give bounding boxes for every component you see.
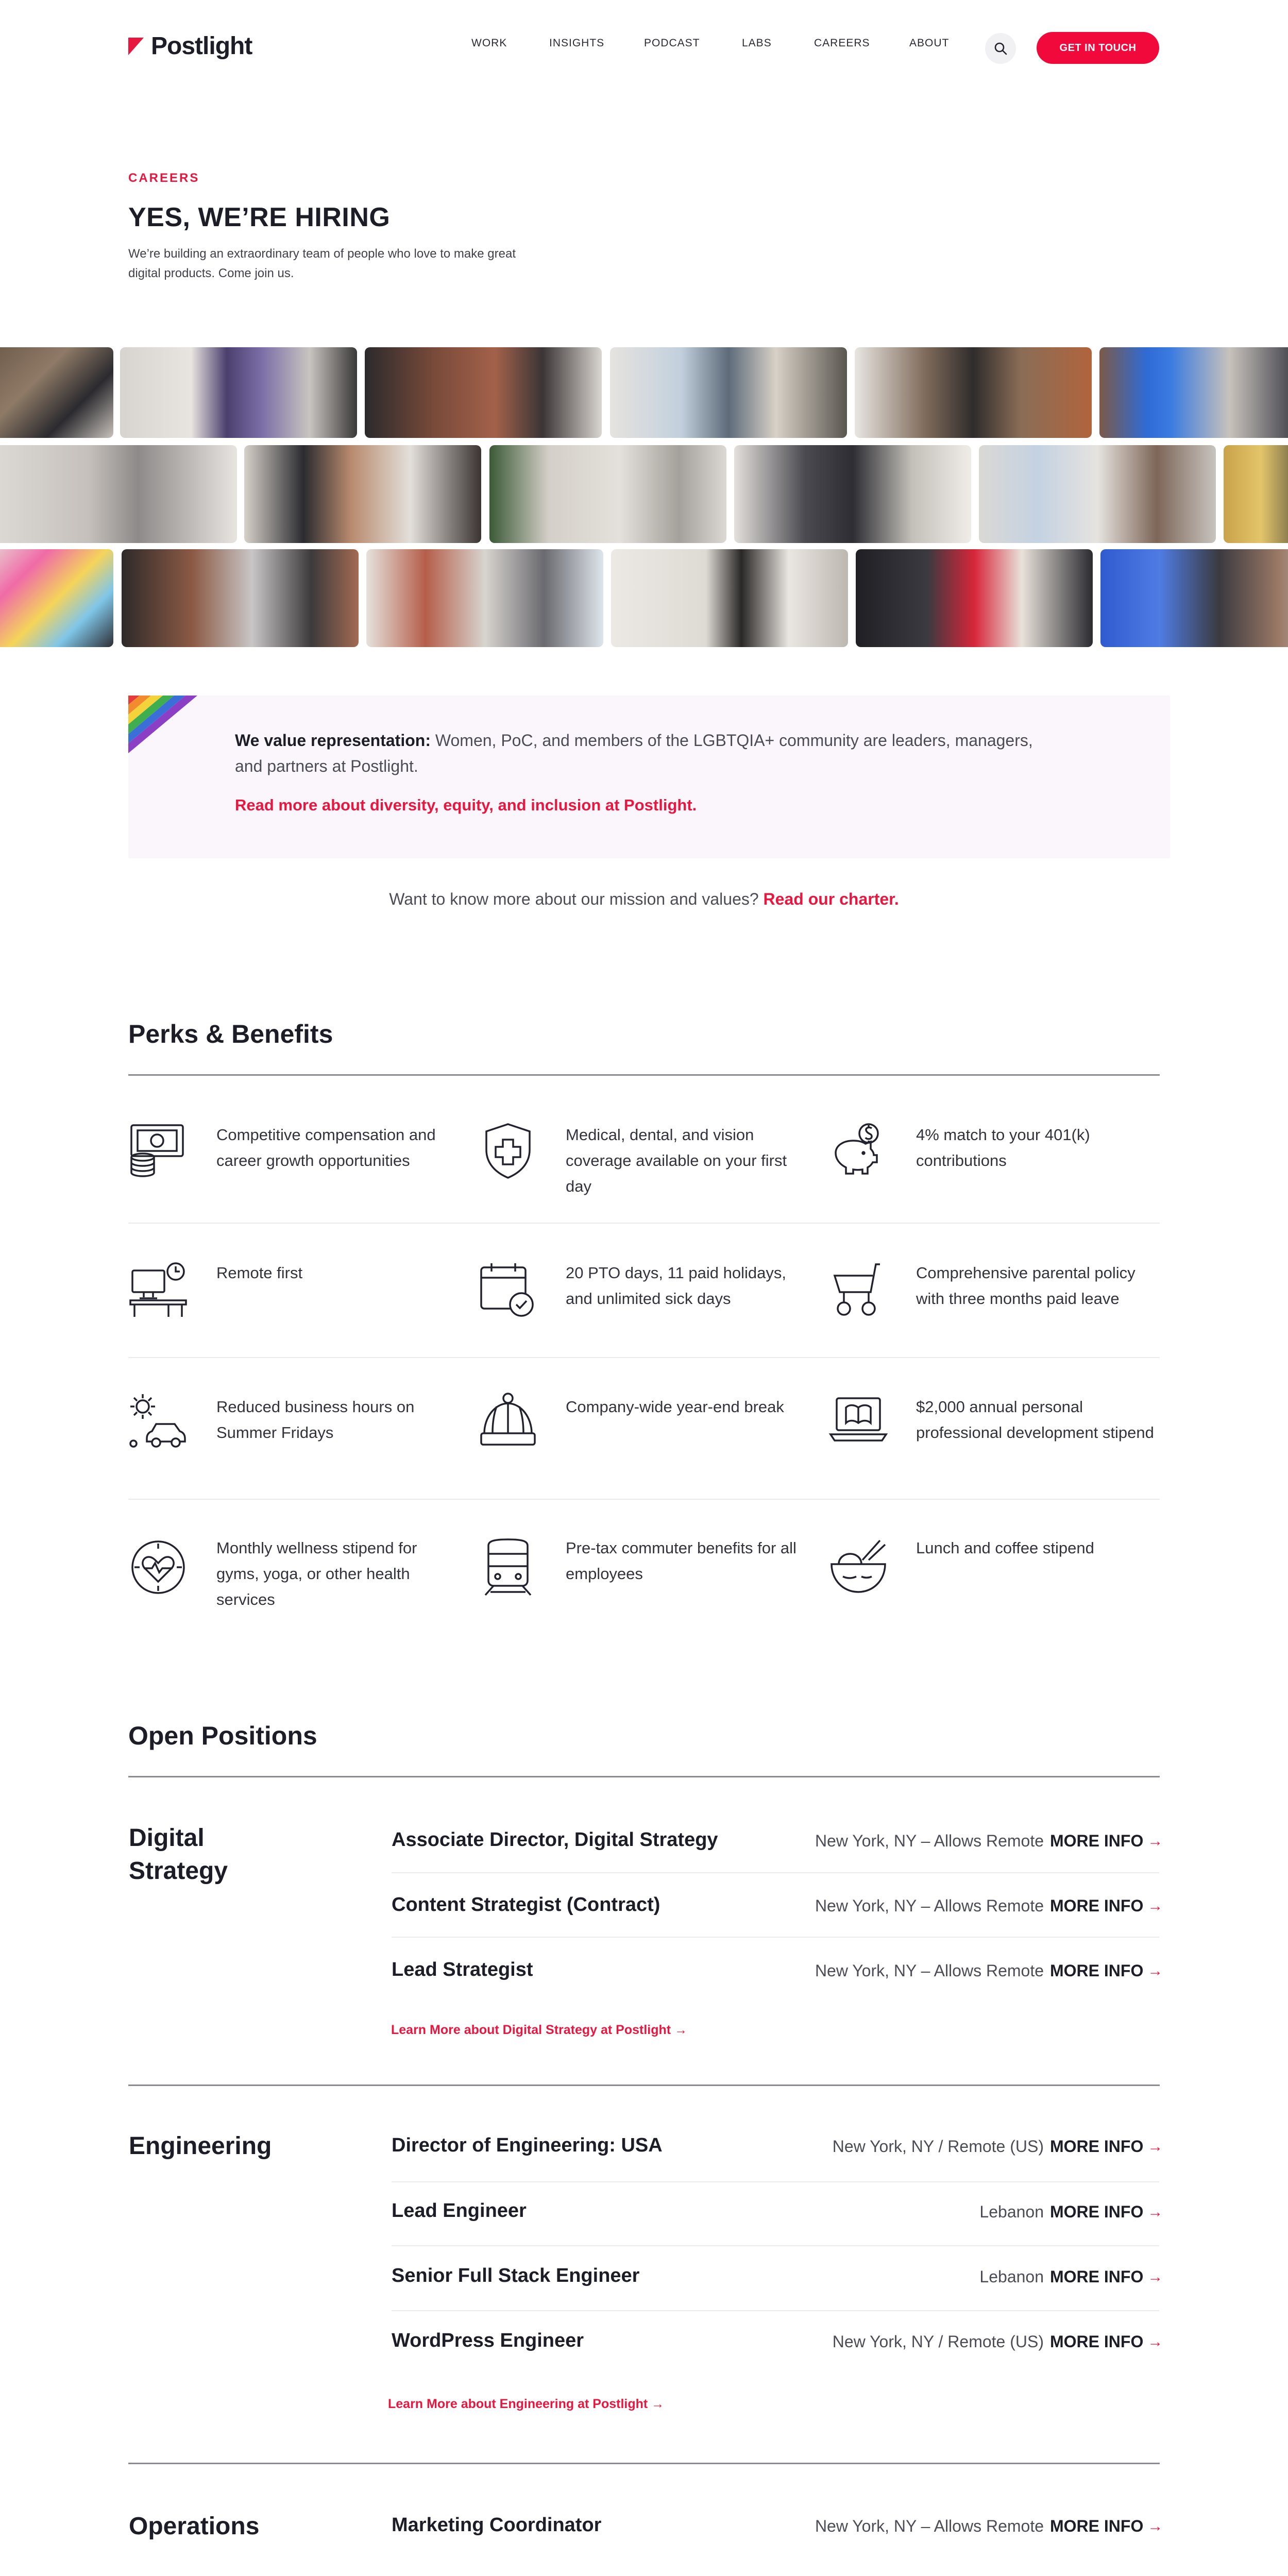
office-photo (855, 347, 1092, 438)
office-photo (611, 549, 848, 647)
job-divider (392, 2310, 1159, 2311)
office-photo (0, 347, 113, 438)
representation-lead: We value representation: (235, 731, 431, 750)
rainbow-flag-icon (128, 696, 197, 753)
job-location: Lebanon (979, 2267, 1044, 2286)
job-location: New York, NY – Allows Remote (815, 1896, 1044, 1915)
laptop-book-icon (828, 1391, 888, 1451)
beanie-hat-icon (478, 1391, 538, 1451)
job-location: New York, NY – Allows Remote (815, 1961, 1044, 1980)
dept-digital-strategy: Digital Strategy (129, 1824, 228, 1885)
learn-more-link[interactable]: Learn More about Digital Strategy at Postlight → (391, 2023, 688, 2037)
job-title[interactable]: Associate Director, Digital Strategy (392, 1829, 718, 1851)
more-info-label: MORE INFO (1050, 2202, 1144, 2221)
perk-text: Competitive compensation and career growth opportunities (216, 1126, 436, 1170)
more-info-label: MORE INFO (1050, 2137, 1144, 2156)
arrow-right-icon: → (1147, 1962, 1163, 1979)
more-info-link[interactable] (1050, 2267, 1163, 2286)
office-photo (979, 445, 1216, 543)
nav-podcast[interactable]: PODCAST (644, 37, 700, 49)
nav-careers[interactable]: CAREERS (814, 37, 870, 49)
job-location: New York, NY / Remote (US) (832, 2332, 1044, 2351)
perk-text: Company-wide year-end break (566, 1398, 784, 1416)
dept-operations: Operations (129, 2513, 260, 2540)
job-divider (392, 1937, 1159, 1938)
nav-labs[interactable]: LABS (742, 37, 772, 49)
office-photo (856, 549, 1093, 647)
perk-text: Comprehensive parental policy with three months paid leave (916, 1264, 1136, 1308)
more-info-label: MORE INFO (1050, 1832, 1144, 1850)
learn-more-label: Learn More about Digital Strategy at Postlight (391, 2023, 671, 2037)
job-title[interactable]: Marketing Coordinator (392, 2514, 602, 2536)
dept-engineering: Engineering (129, 2132, 272, 2160)
more-info-link[interactable] (1050, 2517, 1163, 2536)
perk-text: Monthly wellness stipend for gyms, yoga, or other health services (216, 1539, 417, 1608)
arrow-right-icon: → (1147, 2203, 1163, 2221)
job-divider (392, 1872, 1159, 1873)
representation-text (235, 727, 1059, 779)
search-button[interactable] (985, 33, 1016, 64)
representation-body: Women, PoC, and members of the LGBTQIA+ community are leaders, managers, and partners at Postlight. (235, 731, 1033, 775)
perk-text: 4% match to your 401(k) contributions (916, 1126, 1090, 1170)
arrow-right-icon: → (1147, 2517, 1163, 2535)
perk-text: 20 PTO days, 11 paid holidays, and unlimited sick days (566, 1264, 786, 1308)
arrow-right-icon: → (1147, 1832, 1163, 1850)
perks-row-divider (128, 1499, 1160, 1500)
get-in-touch-button[interactable]: GET IN TOUCH (1037, 32, 1159, 64)
page-eyebrow: CAREERS (128, 171, 200, 185)
more-info-link[interactable] (1050, 2137, 1163, 2156)
logo-text: Postlight (151, 32, 252, 60)
job-location: New York, NY – Allows Remote (815, 1832, 1044, 1850)
nav-insights[interactable]: INSIGHTS (549, 37, 605, 49)
charter-text: Want to know more about our mission and values? (389, 890, 764, 908)
nav-work[interactable]: WORK (471, 37, 507, 49)
job-divider (392, 2181, 1159, 2182)
job-location: New York, NY / Remote (US) (832, 2137, 1044, 2156)
stroller-icon (828, 1260, 888, 1320)
more-info-label: MORE INFO (1050, 1896, 1144, 1915)
office-photo (120, 347, 357, 438)
office-photo (0, 445, 237, 543)
dei-link[interactable]: Read more about diversity, equity, and inclusion at Postlight. (235, 796, 697, 814)
medical-shield-icon (478, 1121, 538, 1181)
job-title[interactable]: Lead Strategist (392, 1959, 533, 1980)
train-icon (478, 1537, 538, 1597)
job-location: Lebanon (979, 2202, 1044, 2221)
perks-row-divider (128, 1223, 1160, 1224)
perk-text: Pre-tax commuter benefits for all employees (566, 1539, 796, 1583)
office-photo (1224, 445, 1288, 543)
office-photo (1099, 347, 1288, 438)
photo-gallery (0, 347, 1288, 647)
office-photo (366, 549, 603, 647)
more-info-link[interactable] (1050, 1832, 1163, 1851)
perk-text: Lunch and coffee stipend (916, 1539, 1094, 1557)
piggy-bank-icon (828, 1121, 888, 1181)
learn-more-link[interactable]: Learn More about Engineering at Postlight → (388, 2397, 665, 2411)
office-photo (610, 347, 847, 438)
remote-desk-icon (128, 1260, 188, 1320)
perk-text: $2,000 annual personal professional development stipend (916, 1398, 1154, 1442)
office-photo (1100, 549, 1288, 647)
dept-divider (128, 2084, 1160, 2086)
more-info-link[interactable] (1050, 1896, 1163, 1916)
office-photo (365, 347, 602, 438)
calendar-check-icon (478, 1260, 538, 1320)
more-info-link[interactable] (1050, 2332, 1163, 2351)
office-photo (734, 445, 971, 543)
job-title[interactable]: Content Strategist (Contract) (392, 1894, 660, 1916)
nav-about[interactable]: ABOUT (909, 37, 950, 49)
arrow-right-icon: → (1147, 2268, 1163, 2285)
office-photo (0, 549, 113, 647)
job-title[interactable]: Senior Full Stack Engineer (392, 2265, 640, 2286)
arrow-right-icon: → (1147, 1897, 1163, 1914)
bowl-chopsticks-icon (828, 1537, 888, 1597)
arrow-right-icon: → (1147, 2333, 1163, 2350)
more-info-label: MORE INFO (1050, 2332, 1144, 2351)
search-icon (994, 42, 1007, 55)
page-title: YES, WE’RE HIRING (128, 202, 391, 232)
more-info-label: MORE INFO (1050, 1961, 1144, 1980)
job-location: New York, NY – Allows Remote (815, 2517, 1044, 2535)
more-info-label: MORE INFO (1050, 2267, 1144, 2286)
money-coins-icon (128, 1121, 188, 1181)
hero-lede: We’re building an extraordinary team of people who love to make great digital products. Come join us. (128, 247, 516, 280)
charter-link[interactable]: Read our charter. (763, 890, 899, 908)
dept-divider (128, 2463, 1160, 2464)
office-photo (489, 445, 726, 543)
more-info-label: MORE INFO (1050, 2517, 1144, 2535)
positions-title: Open Positions (128, 1721, 317, 1750)
more-info-link[interactable] (1050, 2202, 1163, 2222)
perks-title: Perks & Benefits (128, 1020, 333, 1048)
perks-divider (128, 1074, 1160, 1076)
learn-more-label: Learn More about Engineering at Postlight (388, 2397, 648, 2411)
office-photo (244, 445, 481, 543)
job-title[interactable]: Lead Engineer (392, 2200, 527, 2222)
positions-divider (128, 1776, 1160, 1777)
charter-prompt (0, 890, 1288, 909)
perk-text: Medical, dental, and vision coverage available on your first day (566, 1126, 787, 1195)
job-divider (392, 2245, 1159, 2246)
perks-row-divider (128, 1357, 1160, 1358)
sun-car-icon (128, 1391, 188, 1451)
office-photo (122, 549, 359, 647)
job-title[interactable]: Director of Engineering: USA (392, 2134, 663, 2156)
heart-wellness-icon (128, 1537, 188, 1597)
perk-text: Reduced business hours on Summer Fridays (216, 1398, 415, 1442)
more-info-link[interactable] (1050, 1961, 1163, 1980)
perk-text: Remote first (216, 1264, 303, 1282)
job-title[interactable]: WordPress Engineer (392, 2330, 584, 2351)
arrow-right-icon: → (1147, 2138, 1163, 2155)
